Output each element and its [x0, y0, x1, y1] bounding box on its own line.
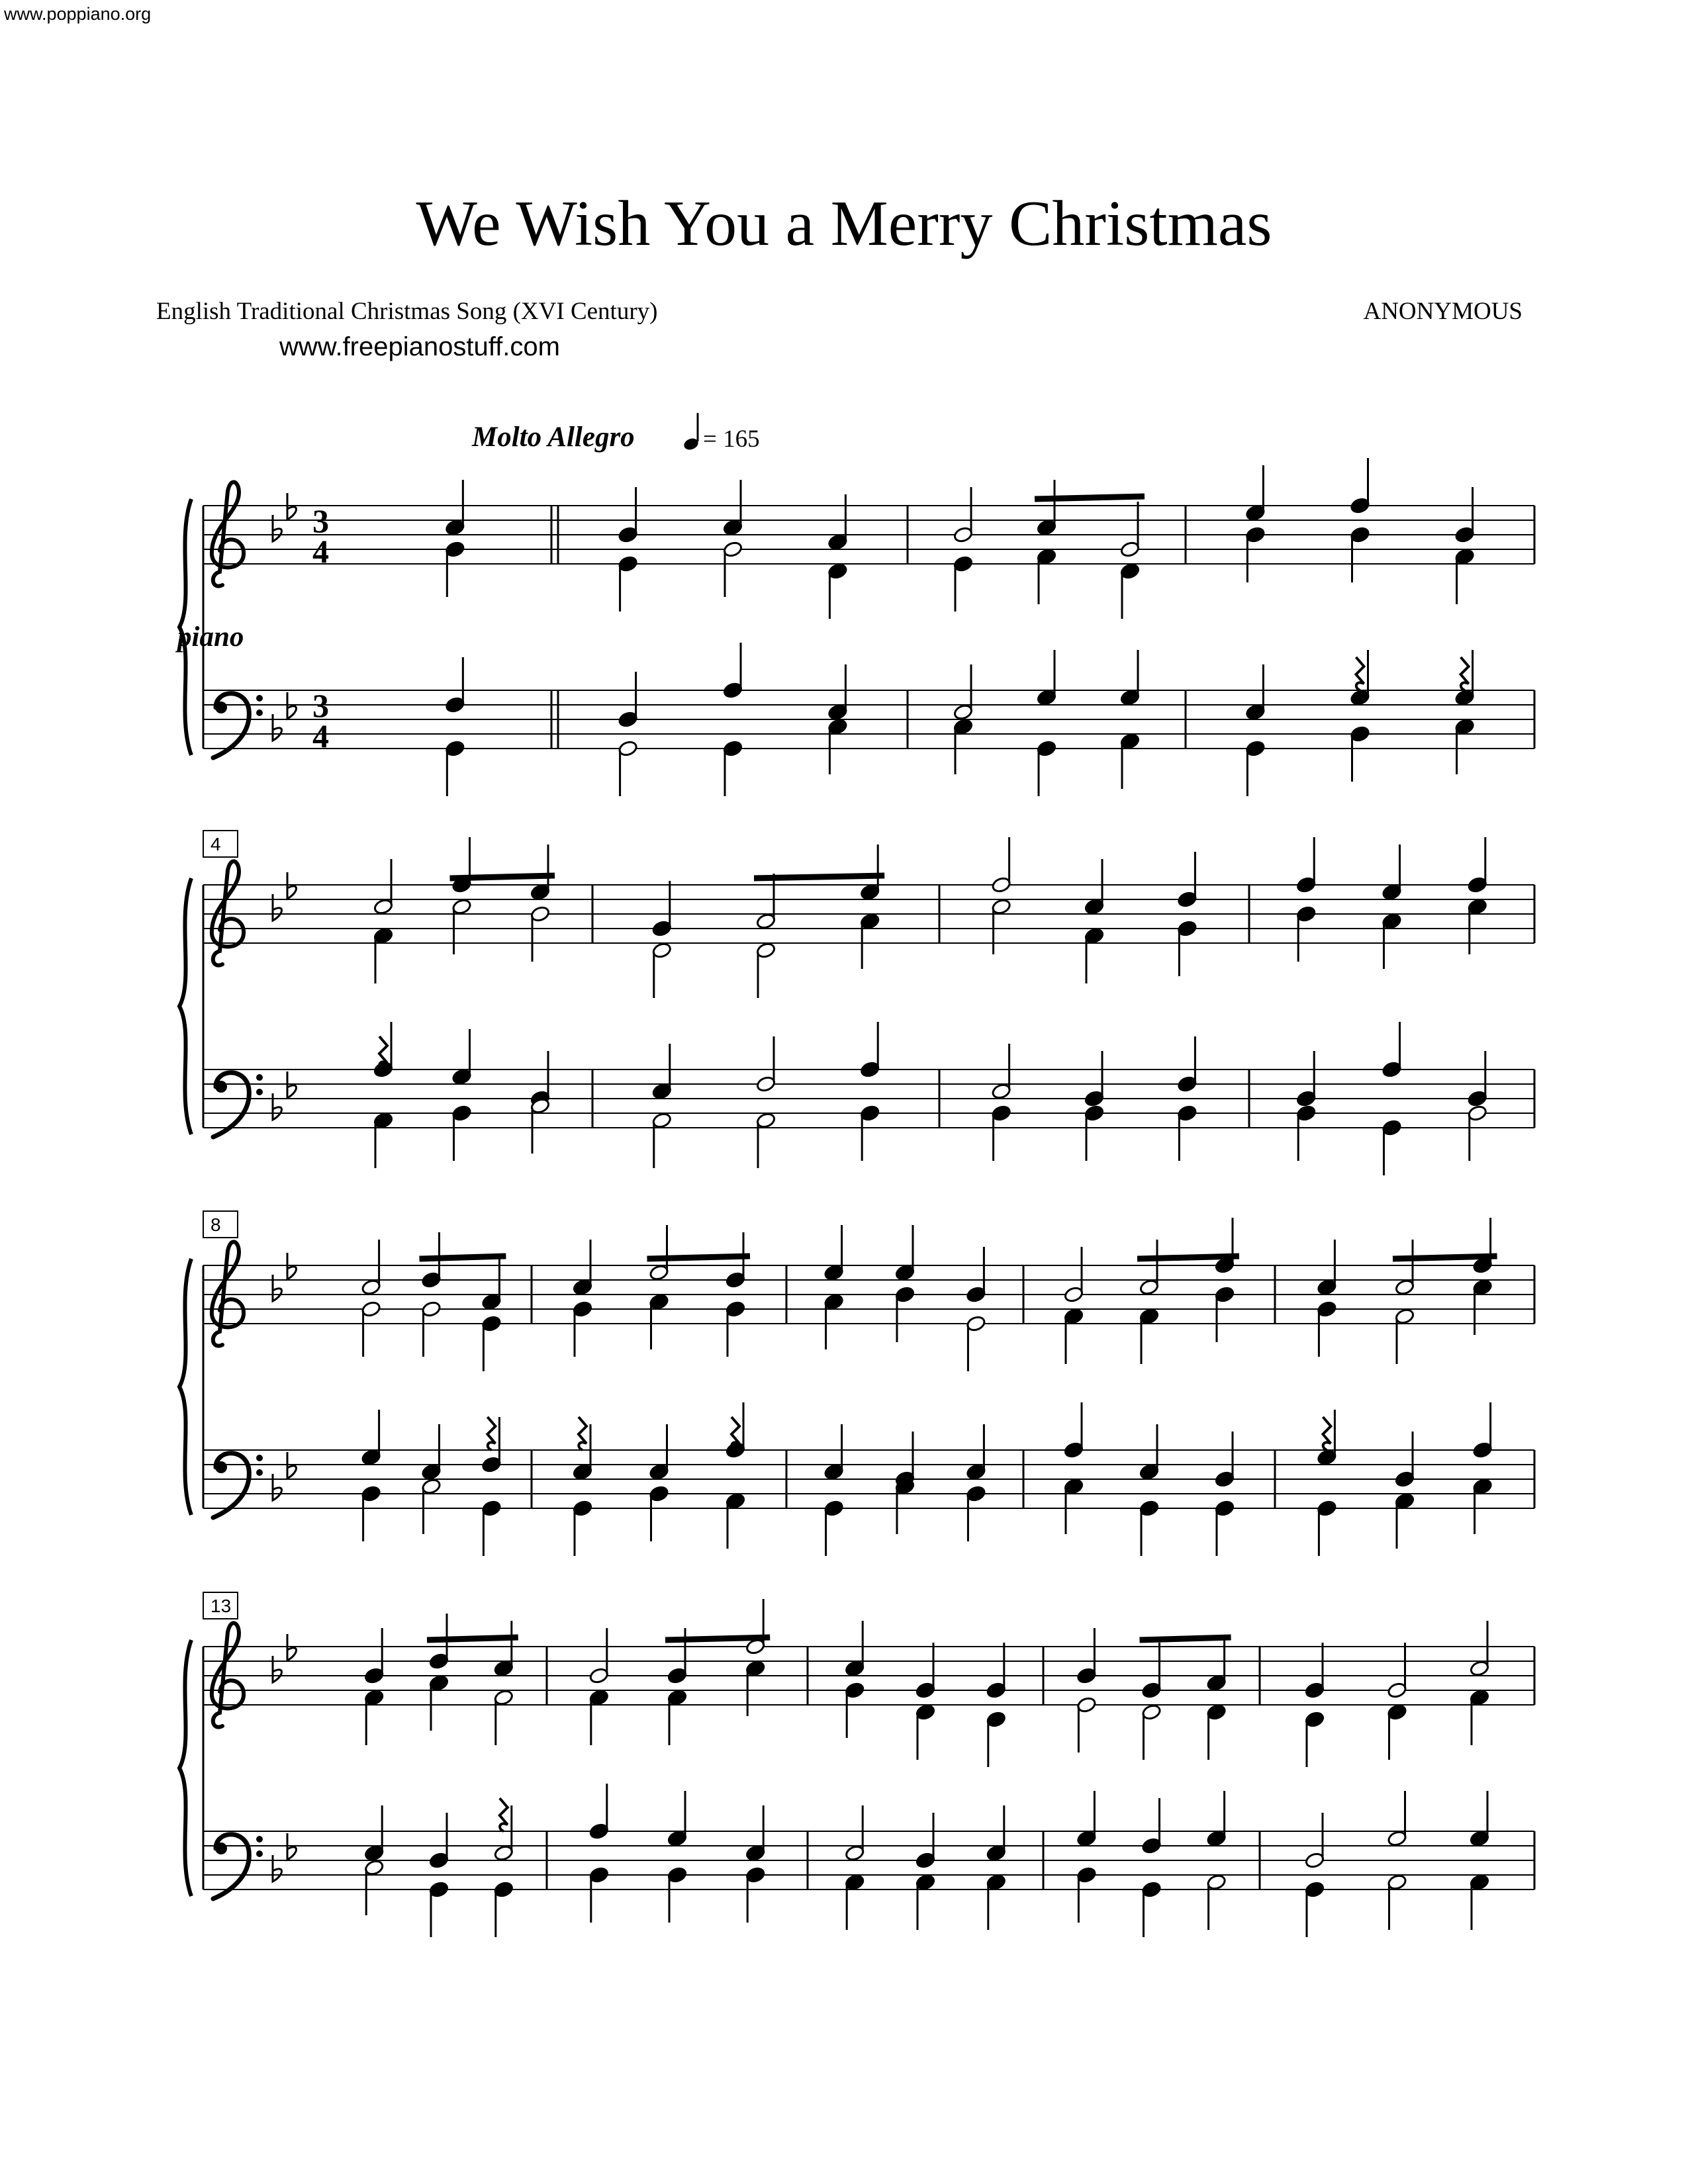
system: [179, 1592, 1534, 1937]
beam: [1035, 496, 1145, 499]
beam: [450, 876, 555, 878]
flat-icon: [273, 1656, 282, 1682]
system: [179, 831, 1534, 1175]
brace-icon: [179, 499, 191, 755]
quarter-note-icon: [682, 413, 700, 452]
flat-icon: [273, 515, 282, 541]
beam: [427, 1637, 518, 1640]
brace-icon: [179, 1259, 191, 1515]
quarter-rest: [487, 1417, 495, 1450]
system: [179, 1211, 1534, 1556]
beam: [754, 876, 884, 878]
flat-icon: [273, 894, 282, 921]
song-origin: English Traditional Christmas Song (XVI Century): [156, 298, 658, 325]
treble-clef-icon: [212, 482, 244, 586]
treble-clef-icon: [212, 1242, 244, 1345]
flat-icon: [273, 1093, 282, 1120]
beam: [647, 1256, 751, 1259]
quarter-rest: [500, 1798, 508, 1831]
measure-number: 4: [211, 834, 221, 854]
flat-icon: [273, 1275, 282, 1301]
system: [179, 458, 1534, 796]
time-signature-top: 3: [312, 502, 329, 539]
flat-icon: [273, 1855, 282, 1882]
brace-icon: [179, 1640, 191, 1896]
flat-icon: [273, 714, 282, 741]
flat-icon: [273, 1474, 282, 1500]
beam: [1137, 1256, 1239, 1259]
time-signature-bottom: 4: [312, 717, 329, 754]
website-link[interactable]: www.freepianostuff.com: [279, 332, 560, 361]
quarter-rest: [1323, 1417, 1331, 1450]
quarter-rest: [579, 1417, 586, 1450]
treble-clef-icon: [212, 861, 244, 965]
beam: [1393, 1256, 1497, 1259]
quarter-rest: [1356, 657, 1364, 690]
quarter-rest: [1461, 657, 1469, 690]
instrument-label: piano: [177, 621, 244, 653]
tempo-bpm: = 165: [703, 426, 760, 453]
beam: [1140, 1637, 1231, 1640]
time-signature-bottom: 4: [312, 533, 329, 570]
treble-clef-icon: [212, 1623, 244, 1727]
measure-number: 8: [211, 1214, 221, 1235]
page-title: We Wish You a Merry Christmas: [416, 188, 1272, 259]
tempo-marking: Molto Allegro: [472, 422, 635, 453]
source-url[interactable]: www.poppiano.org: [4, 4, 152, 24]
time-signature-top: 3: [312, 687, 329, 724]
measure-number: 13: [211, 1596, 232, 1616]
composer-name: ANONYMOUS: [1363, 298, 1523, 325]
beam: [420, 1256, 506, 1259]
brace-icon: [179, 878, 191, 1134]
beam: [665, 1637, 770, 1640]
